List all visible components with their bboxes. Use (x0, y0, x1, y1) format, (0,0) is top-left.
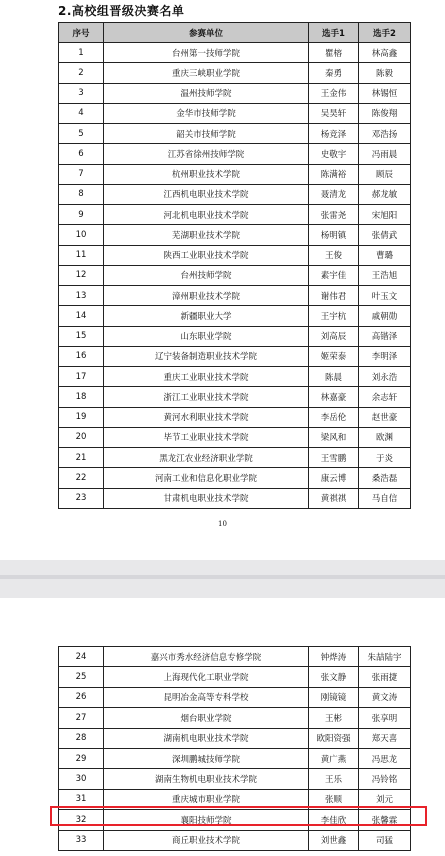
cell-player-2: 张馨霖 (359, 810, 411, 830)
cell-player-1: 姬荣泰 (309, 346, 359, 366)
table-row (59, 387, 411, 407)
table-row (59, 830, 411, 850)
table-row (59, 124, 411, 144)
cell-player-2: 顾辰 (359, 164, 411, 184)
cell-player-1: 聂清龙 (309, 184, 359, 204)
cell-player-2: 王浩旭 (359, 265, 411, 285)
table-row (59, 225, 411, 245)
cell-player-1: 杨竞泽 (309, 124, 359, 144)
cell-school: 芜湖职业技术学院 (104, 225, 309, 245)
cell-player-1: 李岳伦 (309, 407, 359, 427)
cell-index: 7 (59, 164, 104, 184)
table-row (59, 245, 411, 265)
cell-index: 8 (59, 184, 104, 204)
cell-school: 甘肃机电职业技术学院 (104, 488, 309, 508)
cell-index: 33 (59, 830, 104, 850)
cell-school: 江西机电职业技术学院 (104, 184, 309, 204)
cell-player-1: 黄祺祺 (309, 488, 359, 508)
cell-player-2: 黄文涛 (359, 687, 411, 707)
cell-player-2: 陈俊翔 (359, 103, 411, 123)
cell-player-1: 康云博 (309, 468, 359, 488)
table-row (59, 103, 411, 123)
column-header-player-2: 选手2 (359, 23, 411, 43)
cell-player-2: 余志轩 (359, 387, 411, 407)
cell-school: 湖南生物机电职业技术学院 (104, 769, 309, 789)
cell-player-2: 高锴泽 (359, 326, 411, 346)
cell-index: 13 (59, 286, 104, 306)
cell-school: 浙江工业职业技术学院 (104, 387, 309, 407)
table-row (59, 63, 411, 83)
cell-index: 28 (59, 728, 104, 748)
cell-index: 6 (59, 144, 104, 164)
cell-index: 22 (59, 468, 104, 488)
cell-player-2: 欧渊 (359, 427, 411, 447)
table-row (59, 164, 411, 184)
table-row (59, 286, 411, 306)
cell-index: 20 (59, 427, 104, 447)
cell-player-1: 吴昊轩 (309, 103, 359, 123)
cell-player-1: 王彬 (309, 708, 359, 728)
cell-index: 24 (59, 647, 104, 667)
cell-player-2: 刘元 (359, 789, 411, 809)
cell-player-1: 刘世鑫 (309, 830, 359, 850)
cell-index: 18 (59, 387, 104, 407)
cell-player-1: 史敬宇 (309, 144, 359, 164)
cell-index: 25 (59, 667, 104, 687)
cell-school: 河北机电职业技术学院 (104, 205, 309, 225)
cell-player-2: 宋旭阳 (359, 205, 411, 225)
cell-index: 10 (59, 225, 104, 245)
cell-player-2: 叶玉文 (359, 286, 411, 306)
cell-school: 上海现代化工职业学院 (104, 667, 309, 687)
cell-school: 金华市技师学院 (104, 103, 309, 123)
cell-index: 30 (59, 769, 104, 789)
cell-index: 4 (59, 103, 104, 123)
cell-player-1: 林嘉豪 (309, 387, 359, 407)
cell-index: 21 (59, 448, 104, 468)
cell-school: 重庆工业职业技术学院 (104, 367, 309, 387)
table-row (59, 647, 411, 667)
cell-index: 16 (59, 346, 104, 366)
cell-player-1: 钟烨涛 (309, 647, 359, 667)
cell-school: 烟台职业学院 (104, 708, 309, 728)
cell-school: 深圳鹏城技师学院 (104, 748, 309, 768)
cell-school: 襄阳技师学院 (104, 810, 309, 830)
cell-player-2: 冯思龙 (359, 748, 411, 768)
cell-player-2: 邓浩扬 (359, 124, 411, 144)
cell-player-2: 桑浩磊 (359, 468, 411, 488)
cell-index: 9 (59, 205, 104, 225)
cell-player-2: 曹璐 (359, 245, 411, 265)
table-header-row (59, 23, 411, 43)
cell-school: 湖南机电职业技术学院 (104, 728, 309, 748)
cell-school: 江苏省徐州技师学院 (104, 144, 309, 164)
cell-index: 26 (59, 687, 104, 707)
cell-index: 29 (59, 748, 104, 768)
table-row (59, 468, 411, 488)
cell-index: 19 (59, 407, 104, 427)
cell-player-2: 郝龙敏 (359, 184, 411, 204)
cell-index: 32 (59, 810, 104, 830)
table-row (59, 769, 411, 789)
cell-player-2: 朱喆陆宇 (359, 647, 411, 667)
page-separator-shadow (0, 575, 445, 579)
cell-index: 23 (59, 488, 104, 508)
table-row (59, 488, 411, 508)
cell-index: 27 (59, 708, 104, 728)
table-row (59, 43, 411, 63)
table-row (59, 367, 411, 387)
column-header-school: 参赛单位 (104, 23, 309, 43)
cell-player-2: 刘永浩 (359, 367, 411, 387)
cell-index: 5 (59, 124, 104, 144)
cell-school: 台州第一技师学院 (104, 43, 309, 63)
cell-index: 17 (59, 367, 104, 387)
cell-school: 辽宁装备制造职业技术学院 (104, 346, 309, 366)
cell-player-2: 李明泽 (359, 346, 411, 366)
table-row (59, 306, 411, 326)
table-row (59, 687, 411, 707)
highlight-box-row-32 (50, 806, 427, 826)
table-row (59, 184, 411, 204)
cell-school: 山东职业学院 (104, 326, 309, 346)
cell-player-1: 梁风和 (309, 427, 359, 447)
cell-player-1: 张雷尧 (309, 205, 359, 225)
table-row (59, 667, 411, 687)
cell-player-1: 欧阳资强 (309, 728, 359, 748)
cell-school: 昆明冶金高等专科学校 (104, 687, 309, 707)
cell-index: 11 (59, 245, 104, 265)
table-row (59, 83, 411, 103)
cell-player-1: 王宇杭 (309, 306, 359, 326)
cell-player-1: 张顺 (309, 789, 359, 809)
table-row (59, 346, 411, 366)
cell-index: 31 (59, 789, 104, 809)
cell-player-2: 赵世豪 (359, 407, 411, 427)
column-header-index: 序号 (59, 23, 104, 43)
cell-player-2: 戚朝勋 (359, 306, 411, 326)
page-separator (0, 560, 445, 598)
cell-player-2: 冯铃铭 (359, 769, 411, 789)
section-heading: 2.高校组晋级决赛名单 (58, 4, 185, 18)
cell-school: 新疆职业大学 (104, 306, 309, 326)
table-row (59, 265, 411, 285)
cell-player-2: 马自信 (359, 488, 411, 508)
cell-school: 台州技师学院 (104, 265, 309, 285)
cell-player-2: 陈毅 (359, 63, 411, 83)
cell-player-2: 张享明 (359, 708, 411, 728)
cell-player-1: 黄广燕 (309, 748, 359, 768)
cell-player-1: 杨明镇 (309, 225, 359, 245)
cell-index: 2 (59, 63, 104, 83)
cell-school: 重庆三峡职业学院 (104, 63, 309, 83)
cell-school: 温州技师学院 (104, 83, 309, 103)
cell-school: 嘉兴市秀水经济信息专修学院 (104, 647, 309, 667)
cell-player-2: 林锡恒 (359, 83, 411, 103)
cell-school: 漳州职业技术学院 (104, 286, 309, 306)
cell-player-1: 王乐 (309, 769, 359, 789)
table-row (59, 708, 411, 728)
cell-player-2: 林高鑫 (359, 43, 411, 63)
cell-player-1: 王俊 (309, 245, 359, 265)
cell-player-1: 张文静 (309, 667, 359, 687)
cell-player-2: 于炎 (359, 448, 411, 468)
cell-player-2: 张雨捷 (359, 667, 411, 687)
cell-index: 3 (59, 83, 104, 103)
table-row (59, 326, 411, 346)
cell-player-1: 瞿榕 (309, 43, 359, 63)
cell-school: 商丘职业技术学院 (104, 830, 309, 850)
cell-player-1: 刘高辰 (309, 326, 359, 346)
table-row (59, 748, 411, 768)
cell-player-2: 冯雨晨 (359, 144, 411, 164)
table-row (59, 728, 411, 748)
page-number: 10 (218, 520, 227, 528)
cell-player-1: 王雪鹏 (309, 448, 359, 468)
table-row (59, 205, 411, 225)
column-header-player-1: 选手1 (309, 23, 359, 43)
cell-player-1: 谢伟君 (309, 286, 359, 306)
cell-player-2: 郑天喜 (359, 728, 411, 748)
table-row (59, 427, 411, 447)
cell-player-1: 陈晨 (309, 367, 359, 387)
cell-school: 毕节工业职业技术学院 (104, 427, 309, 447)
cell-school: 黄河水利职业技术学院 (104, 407, 309, 427)
cell-player-1: 王金伟 (309, 83, 359, 103)
cell-school: 河南工业和信息化职业学院 (104, 468, 309, 488)
cell-player-1: 李佳欣 (309, 810, 359, 830)
finalists-table-page-1 (58, 22, 411, 509)
table-row (59, 448, 411, 468)
table-row (59, 407, 411, 427)
cell-school: 韶关市技师学院 (104, 124, 309, 144)
cell-index: 14 (59, 306, 104, 326)
cell-school: 杭州职业技术学院 (104, 164, 309, 184)
cell-index: 12 (59, 265, 104, 285)
cell-index: 1 (59, 43, 104, 63)
cell-player-1: 素宇佳 (309, 265, 359, 285)
cell-player-1: 刚镜镜 (309, 687, 359, 707)
cell-school: 重庆城市职业学院 (104, 789, 309, 809)
cell-index: 15 (59, 326, 104, 346)
table-row (59, 144, 411, 164)
cell-player-2: 张倩武 (359, 225, 411, 245)
cell-player-1: 陈满裕 (309, 164, 359, 184)
cell-school: 陕西工业职业技术学院 (104, 245, 309, 265)
cell-player-1: 秦勇 (309, 63, 359, 83)
cell-school: 黑龙江农业经济职业学院 (104, 448, 309, 468)
cell-player-2: 司猛 (359, 830, 411, 850)
